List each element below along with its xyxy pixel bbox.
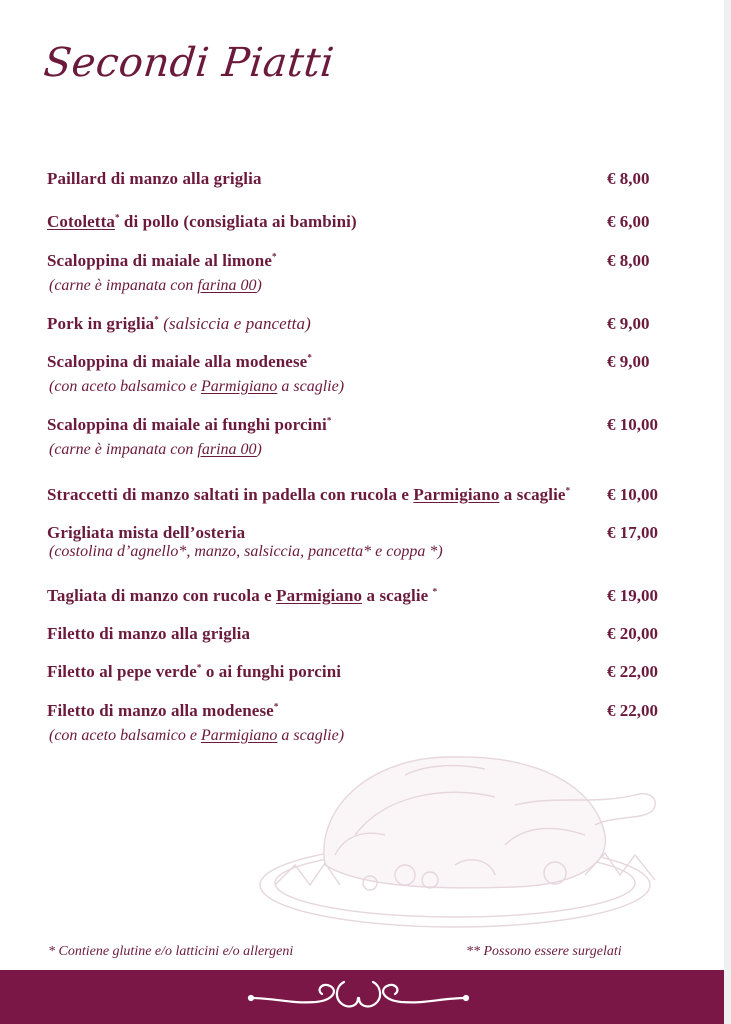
menu-item (47, 415, 677, 458)
item-name-pre: Straccetti di manzo saltati in padella con rucola e (47, 485, 414, 504)
item-name-rest: a scaglie (499, 485, 566, 504)
item-description: (con aceto balsamico e Parmigiano a scaglie) (49, 727, 345, 744)
item-name (47, 701, 278, 721)
item-description: (con aceto balsamico e Parmigiano a scaglie) (49, 378, 345, 395)
item-name-underlined: Cotoletta (47, 212, 115, 231)
item-price: € 22,00 (607, 701, 658, 720)
menu-item (47, 212, 677, 236)
item-name-sup: * (273, 701, 279, 712)
item-name-sup: * (271, 251, 277, 262)
item-name-rest: o ai funghi porcini (201, 662, 342, 681)
item-name-main: Pork in griglia (47, 314, 155, 333)
menu-item (47, 251, 677, 294)
item-name-underlined: Parmigiano (413, 485, 500, 504)
allergen-footnote: * Contiene glutine e/o latticini e/o allergeni (48, 944, 294, 959)
item-description: (costolina d’agnello*, manzo, salsiccia, pancetta* e coppa *) (49, 543, 443, 560)
item-name (47, 251, 277, 271)
item-name (47, 212, 357, 232)
item-name-main: Filetto al pepe verde (47, 662, 197, 681)
menu-item (47, 314, 677, 338)
item-description: (carne è impanata con farina 00) (49, 441, 262, 458)
item-price: € 6,00 (607, 212, 650, 231)
menu-item (47, 586, 677, 610)
item-price: € 20,00 (607, 624, 658, 643)
item-price: € 10,00 (607, 485, 658, 504)
menu-item (47, 169, 677, 193)
item-price: € 22,00 (607, 662, 658, 681)
item-description: (carne è impanata con farina 00) (49, 277, 262, 294)
item-name-sup: * (154, 314, 159, 325)
item-price: € 8,00 (607, 169, 650, 188)
item-name-sup: * (196, 662, 202, 673)
item-name-main: Scaloppina di maiale al limone (47, 251, 272, 270)
item-name-sup: * (565, 485, 571, 496)
item-name: Filetto di manzo alla griglia (47, 624, 251, 643)
item-price: € 10,00 (607, 415, 658, 434)
page-edge (724, 0, 731, 1024)
item-price: € 17,00 (607, 523, 658, 542)
menu-item (47, 624, 677, 648)
roast-chicken-illustration (255, 735, 675, 935)
item-name-main: Filetto di manzo alla modenese (47, 701, 274, 720)
page-title: Secondi Piatti (41, 40, 337, 86)
item-name-sup: * (307, 352, 312, 363)
item-name-rest: a scaglie (362, 586, 433, 605)
menu-item (47, 523, 677, 560)
item-name-main: Scaloppina di maiale ai funghi porcini (47, 415, 327, 434)
item-name-rest: di pollo (consigliata ai bambini) (119, 212, 357, 231)
item-name (47, 586, 437, 606)
item-price: € 8,00 (607, 251, 650, 270)
item-name (47, 352, 312, 372)
item-name: Grigliata mista dell’osteria (47, 523, 246, 542)
menu-item (47, 352, 677, 395)
menu-item (47, 485, 677, 509)
item-name-underlined: Parmigiano (276, 586, 363, 605)
item-name: Paillard di manzo alla griglia (47, 169, 262, 188)
frozen-footnote: ** Possono essere surgelati (466, 944, 622, 959)
item-price: € 19,00 (607, 586, 658, 605)
item-name-pre: Tagliata di manzo con rucola e (47, 586, 277, 605)
item-name (47, 485, 570, 505)
item-name (47, 662, 341, 682)
item-name-sup: * (326, 415, 332, 426)
item-price: € 9,00 (607, 314, 650, 333)
item-note: (salsiccia e pancetta) (158, 314, 311, 333)
item-name-main: Scaloppina di maiale alla modenese (47, 352, 308, 371)
menu-item (47, 662, 677, 686)
item-name-sup: * (114, 212, 120, 223)
item-name-sup: * (432, 586, 438, 597)
item-price: € 9,00 (607, 352, 650, 371)
ornament-icon (246, 976, 471, 1016)
item-name (47, 314, 311, 334)
item-name (47, 415, 331, 435)
menu-item (47, 701, 677, 744)
